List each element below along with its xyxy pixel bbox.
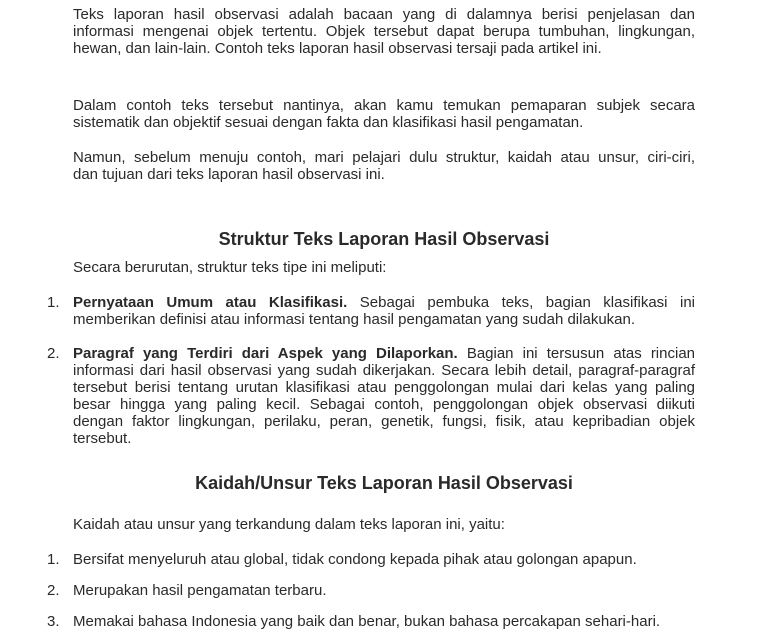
intro-paragraph-3 (73, 149, 695, 183)
struktur-item-2 (73, 345, 695, 447)
section-heading-struktur: Struktur Teks Laporan Hasil Observasi (218, 229, 550, 249)
text-line: tersebut. (73, 430, 132, 447)
list-number: 1. (47, 294, 60, 311)
text-line: dan tujuan dari teks laporan hasil observasi ini. (73, 166, 385, 183)
list-number: 1. (47, 551, 60, 568)
intro-paragraph-2 (73, 97, 695, 131)
text-line: Dalam contoh teks tersebut nantinya, akan kamu temukan pemaparan subjek secara (73, 97, 695, 114)
text-line: dengan faktor lingkungan, perilaku, peran, genetik, fungsi, fisik, atau kepribadian objek (73, 413, 695, 430)
item-text: Bagian ini tersusun atas rincian (457, 345, 695, 362)
text-line: informasi mengenai objek tertentu. Objek tersebut dapat berupa tumbuhan, lingkungan, (73, 23, 695, 40)
text-line: informasi dari hasil observasi yang sudah dikerjakan. Secara lebih detail, paragraf-paragraf (73, 362, 695, 379)
intro-paragraph-1 (73, 6, 695, 57)
item-title: Pernyataan Umum atau Klasifikasi. (73, 294, 348, 311)
kaidah-item-3: Memakai bahasa Indonesia yang baik dan benar, bukan bahasa percakapan sehari-hari. (73, 613, 661, 630)
kaidah-item-2: Merupakan hasil pengamatan terbaru. (73, 582, 327, 599)
item-text: Sebagai pembuka teks, bagian klasifikasi ini (347, 294, 696, 311)
list-number: 2. (47, 345, 60, 362)
text-line: sistematik dan objektif sesuai dengan fakta dan klasifikasi hasil pengamatan. (73, 114, 584, 131)
struktur-lead: Secara berurutan, struktur teks tipe ini meliputi: (73, 259, 387, 276)
list-number: 2. (47, 582, 60, 599)
text-line: memberikan definisi atau informasi tentang hasil pengamatan yang sudah dilakukan. (73, 311, 636, 328)
item-title: Paragraf yang Terdiri dari Aspek yang Dilaporkan. (73, 345, 458, 362)
section-heading-kaidah: Kaidah/Unsur Teks Laporan Hasil Observasi (195, 473, 573, 493)
text-line: hewan, dan lain-lain. Contoh teks laporan hasil observasi tersaji pada artikel ini. (73, 40, 602, 57)
kaidah-item-1: Bersifat menyeluruh atau global, tidak condong kepada pihak atau golongan apapun. (73, 551, 637, 568)
kaidah-lead: Kaidah atau unsur yang terkandung dalam teks laporan ini, yaitu: (73, 516, 505, 533)
list-number: 3. (47, 613, 60, 630)
struktur-item-1 (73, 294, 695, 328)
text-line: Namun, sebelum menuju contoh, mari pelajari dulu struktur, kaidah atau unsur, ciri-ciri, (73, 149, 695, 166)
text-line: besar hingga yang paling kecil. Sebagai contoh, penggolongan objek observasi diikuti (73, 396, 695, 413)
text-line: tersebut berisi tentang urutan klasifikasi atau penggolongan mulai dari kelas yang paling (73, 379, 695, 396)
text-line: Teks laporan hasil observasi adalah bacaan yang di dalamnya berisi penjelasan dan (73, 6, 695, 23)
